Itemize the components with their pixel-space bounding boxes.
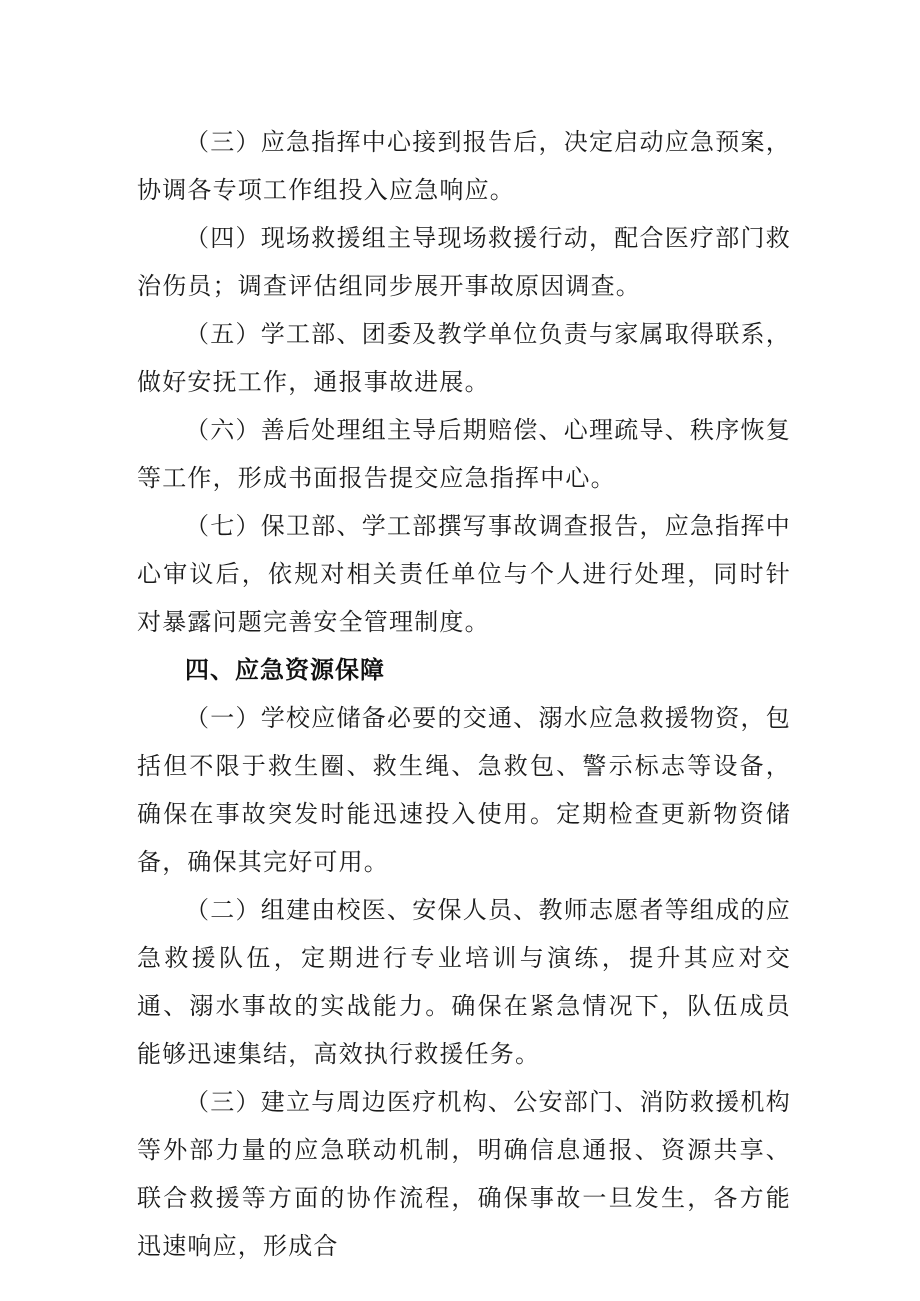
paragraph-7: （七）保卫部、学工部撰写事故调查报告，应急指挥中心审议后，依规对相关责任单位与个人进行处理，同时针对暴露问题完善安全管理制度。 xyxy=(137,512,791,636)
resource-paragraph-2: （二）组建由校医、安保人员、教师志愿者等组成的应急救援队伍，定期进行专业培训与演练，提升其应对交通、溺水事故的实战能力。确保在紧急情况下，队伍成员能够迅速集结，高效执行救援任务。 xyxy=(137,896,791,1068)
paragraph-6: （六）善后处理组主导后期赔偿、心理疏导、秩序恢复等工作，形成书面报告提交应急指挥中心。 xyxy=(137,416,791,492)
paragraph-5: （五）学工部、团委及教学单位负责与家属取得联系，做好安抚工作，通报事故进展。 xyxy=(137,320,791,396)
document-body xyxy=(137,118,791,1270)
paragraph-4: （四）现场救援组主导现场救援行动，配合医疗部门救治伤员；调查评估组同步展开事故原因调查。 xyxy=(137,224,791,300)
resource-paragraph-3: （三）建立与周边医疗机构、公安部门、消防救援机构等外部力量的应急联动机制，明确信息通报、资源共享、联合救援等方面的协作流程，确保事故一旦发生，各方能迅速响应，形成合 xyxy=(137,1088,791,1260)
paragraph-3: （三）应急指挥中心接到报告后，决定启动应急预案，协调各专项工作组投入应急响应。 xyxy=(137,128,791,204)
resource-paragraph-1: （一）学校应储备必要的交通、溺水应急救援物资，包括但不限于救生圈、救生绳、急救包、警示标志等设备，确保在事故突发时能迅速投入使用。定期检查更新物资储备，确保其完好可用。 xyxy=(137,704,791,876)
section-heading: 四、应急资源保障 xyxy=(185,656,385,684)
